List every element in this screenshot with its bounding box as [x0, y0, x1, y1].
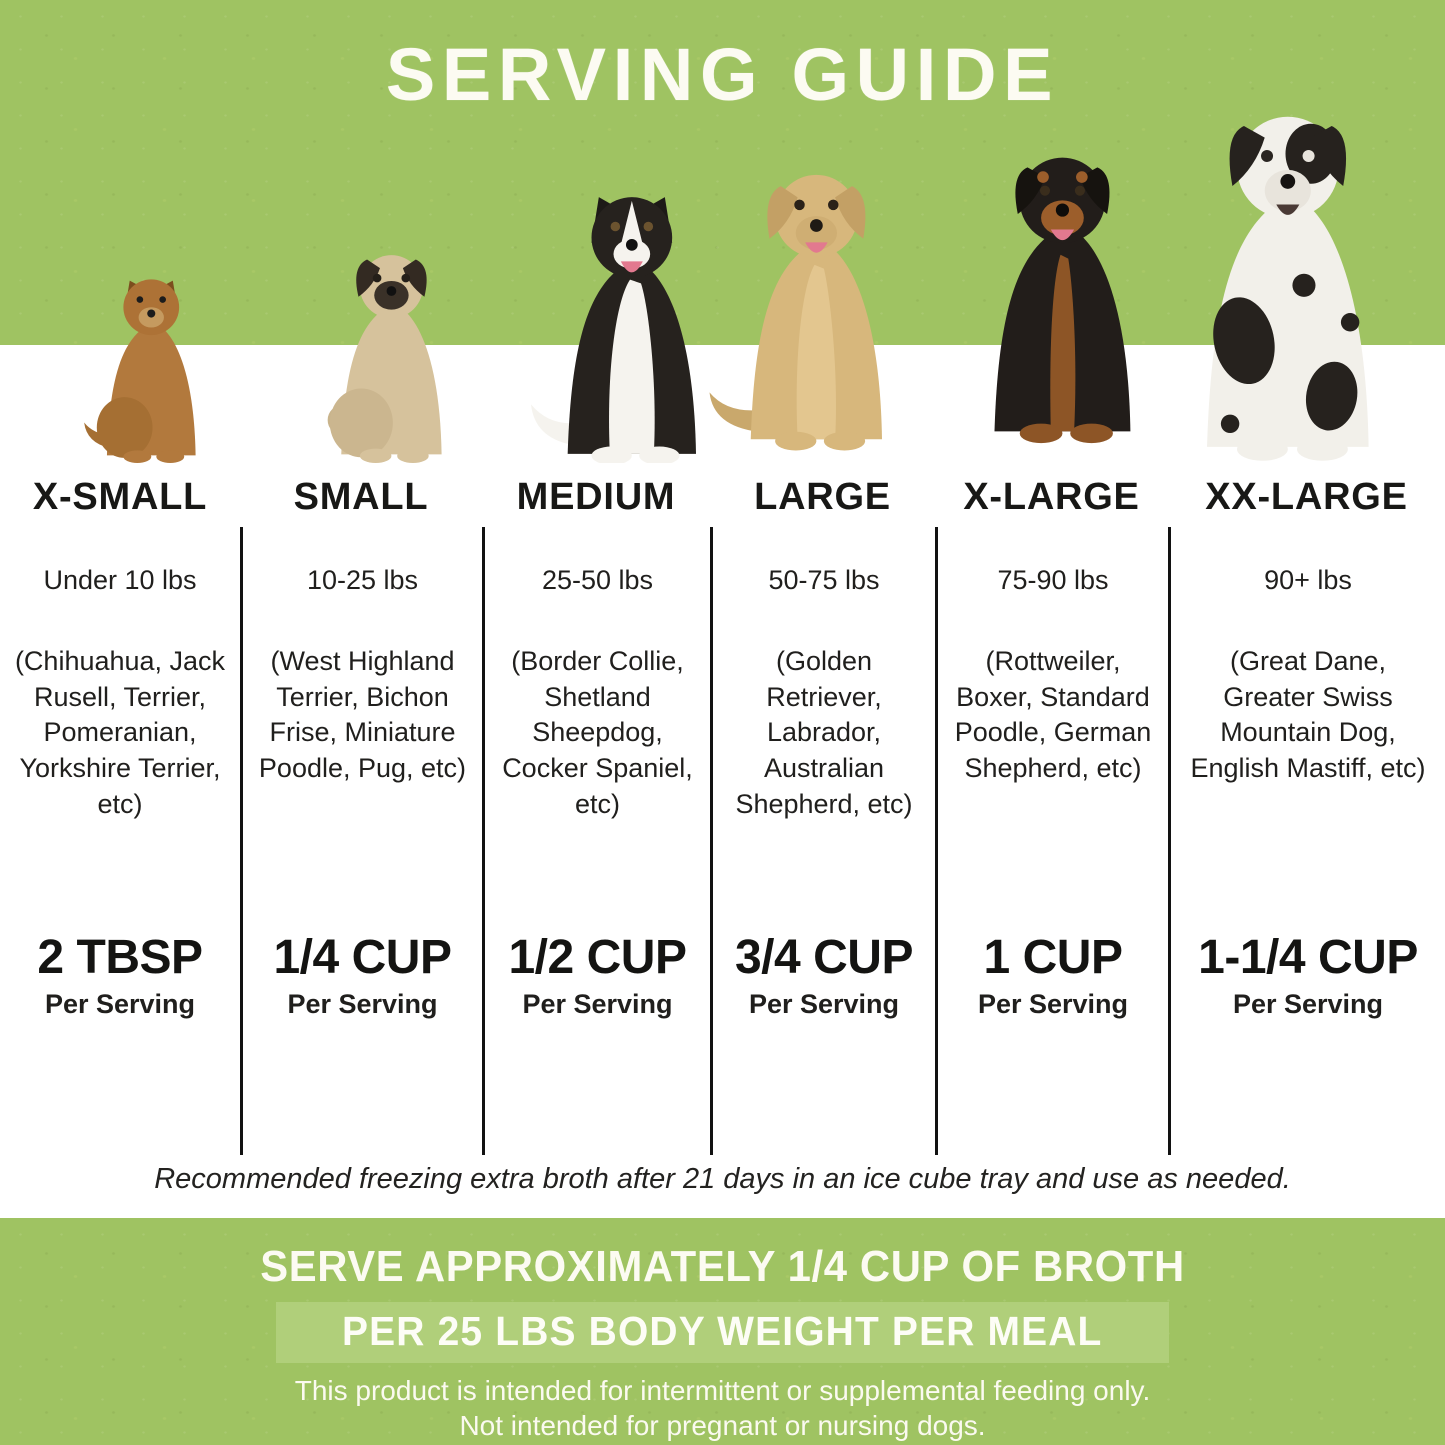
- footer-band: [0, 1218, 1445, 1445]
- dog-cell-x-large: [935, 128, 1168, 463]
- great-dane-photo: [1147, 103, 1424, 463]
- column-small: [240, 527, 482, 1155]
- serving-block: [938, 930, 1168, 1020]
- serving-block: [1171, 930, 1445, 1020]
- breed-examples: (Golden Retriever, Labrador, Australian Shepherd, etc): [735, 646, 913, 819]
- freezing-note: Recommended freezing extra broth after 21 days in an ice cube tray and use as needed.: [154, 1163, 1291, 1195]
- serving-block: [485, 930, 710, 1020]
- weight-range: 90+ lbs: [1264, 565, 1352, 595]
- breed-examples: (Chihuahua, Jack Rusell, Terrier, Pomeranian, Yorkshire Terrier, etc): [14, 646, 226, 819]
- page-title: SERVING GUIDE: [385, 33, 1060, 116]
- footer-highlight-band: [276, 1302, 1169, 1363]
- size-label-large: LARGE: [754, 476, 891, 518]
- per-serving-label: Per Serving: [1232, 989, 1384, 1019]
- per-serving-label: Per Serving: [44, 989, 196, 1019]
- golden-retriever-photo: [702, 153, 927, 463]
- size-label-x-large: X-LARGE: [963, 476, 1140, 518]
- per-serving-label: Per Serving: [522, 989, 673, 1019]
- dog-cell-x-small: [0, 273, 240, 463]
- dogs-row: [0, 0, 1445, 463]
- dog-cell-medium: [482, 188, 710, 463]
- yorkshire-terrier-photo: [74, 273, 226, 463]
- footer-weight-line: PER 25 LBS BODY WEIGHT PER MEAL: [342, 1308, 1103, 1354]
- serving-block: [713, 930, 935, 1020]
- size-label-small: SMALL: [293, 476, 429, 518]
- per-serving-label: Per Serving: [287, 989, 438, 1019]
- breed-examples: (Border Collie, Shetland Sheepdog, Cocker Spaniel, etc): [502, 646, 693, 819]
- column-xx-large: [1168, 527, 1445, 1155]
- breed-examples: (Rottweiler, Boxer, Standard Poodle, German Shepherd, etc): [954, 646, 1152, 783]
- serving-block: [0, 930, 240, 1020]
- breed-examples: (West Highland Terrier, Bichon Frise, Miniature Poodle, Pug, etc): [258, 646, 467, 783]
- weight-range: Under 10 lbs: [43, 565, 197, 595]
- rottweiler-photo: [944, 128, 1177, 463]
- weight-range: 10-25 lbs: [306, 565, 419, 595]
- serving-amount: 1/2 CUP: [508, 931, 687, 984]
- serving-amount: 1-1/4 CUP: [1198, 931, 1418, 984]
- serving-amount: 3/4 CUP: [734, 931, 914, 984]
- size-label-xx-large: XX-LARGE: [1205, 476, 1408, 518]
- footer-disclaimer-line2: Not intended for pregnant or nursing dogs.: [459, 1410, 986, 1441]
- size-headers-row: [0, 476, 1445, 519]
- size-label-x-small: X-SMALL: [32, 476, 208, 518]
- per-serving-label: Per Serving: [977, 989, 1129, 1019]
- serving-amount: 2 TBSP: [37, 931, 203, 984]
- column-large: [710, 527, 935, 1155]
- size-label-medium: MEDIUM: [516, 476, 676, 518]
- dog-cell-small: [240, 248, 482, 463]
- weight-range: 75-90 lbs: [997, 565, 1109, 595]
- column-medium: [482, 527, 710, 1155]
- breed-examples: (Great Dane, Greater Swiss Mountain Dog, English Mastiff, etc): [1190, 646, 1426, 783]
- serving-amount: 1 CUP: [983, 931, 1123, 984]
- column-x-large: [935, 527, 1168, 1155]
- weight-range: 25-50 lbs: [541, 565, 654, 595]
- per-serving-label: Per Serving: [748, 989, 900, 1019]
- serving-amount: 1/4 CUP: [273, 931, 452, 984]
- pug-photo: [304, 248, 476, 463]
- serving-table: [0, 527, 1445, 1155]
- column-x-small: [0, 527, 240, 1155]
- footer-serve-line: SERVE APPROXIMATELY 1/4 CUP OF BROTH: [260, 1242, 1185, 1291]
- weight-range: 50-75 lbs: [768, 565, 880, 595]
- footer-disclaimer-line1: This product is intended for intermittent or supplemental feeding only.: [294, 1375, 1151, 1406]
- dog-cell-xx-large: [1168, 103, 1445, 463]
- serving-block: [243, 930, 482, 1020]
- dog-cell-large: [710, 153, 935, 463]
